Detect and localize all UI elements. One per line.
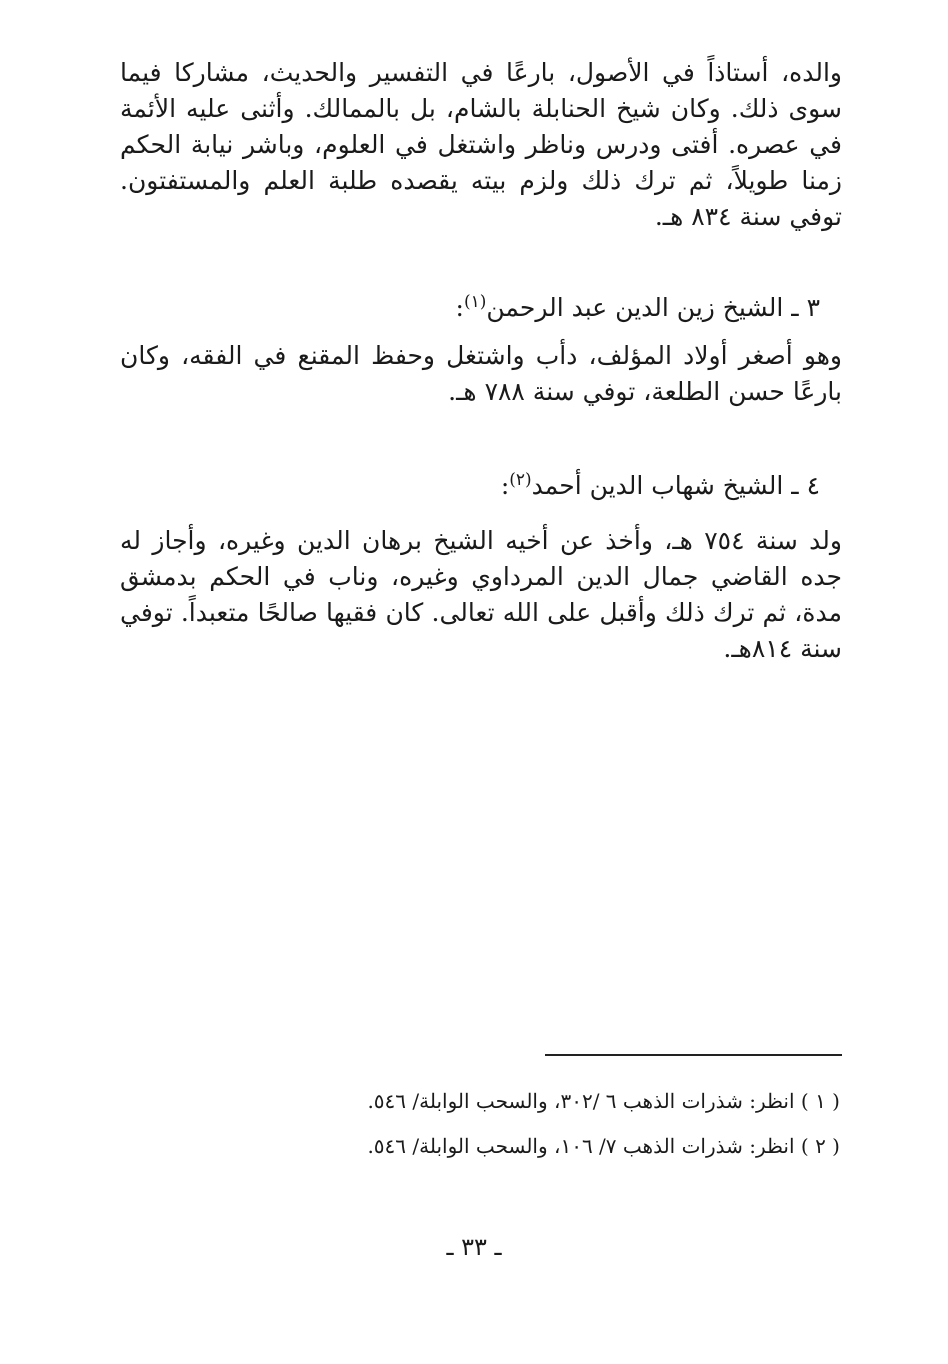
footnote-1: ( ١ ) انظر: شذرات الذهب ٦ /٣٠٢، والسحب الوابلة/ ٥٤٦.	[367, 1089, 840, 1113]
section-heading-ahmad	[501, 462, 820, 504]
section-heading-abd-al-rahman	[456, 284, 820, 326]
paragraph-intro-continuation: والده، أستاذاً في الأصول، بارعًا في التفسير والحديث، مشاركا فيما سوى ذلك. وكان شيخ الحنابلة بالشام، بل بالممالك. وأثنى عليه الأئمة في عصره. أفتى ودرس وناظر واشتغل في العلوم، وباشر نيابة الحكم زمنا طويلاً، ثم ترك ذلك ولزم بيته يقصده طلبة العلم والمستفتون. توفي سنة ٨٣٤ هـ.	[120, 58, 842, 231]
paragraph-ahmad: ولد سنة ٧٥٤ هـ، وأخذ عن أخيه الشيخ برهان الدين وغيره، وأجاز له جده القاضي جمال الدين المرداوي وغيره، وناب في الحكم بدمشق مدة، ثم ترك ذلك وأقبل على الله تعالى. كان فقيها صالحًا متعبداً. توفي سنة ٨١٤هـ.	[120, 526, 842, 663]
heading-colon: :	[455, 293, 464, 322]
heading-text: ٣ ـ الشيخ زين الدين عبد الرحمن	[486, 293, 820, 322]
footnote-separator	[545, 1054, 842, 1056]
paragraph-abd-al-rahman: وهو أصغر أولاد المؤلف، دأب واشتغل وحفظ المقنع في الفقه، وكان بارعًا حسن الطلعة، توفي سنة ٧٨٨ هـ.	[120, 341, 842, 406]
heading-text: ٤ ـ الشيخ شهاب الدين أحمد	[531, 471, 820, 500]
footnote-ref-2[interactable]: (٢)	[509, 470, 532, 490]
heading-colon: :	[500, 471, 510, 500]
page-number: ـ ٣٣ ـ	[446, 1233, 502, 1261]
footnote-2: ( ٢ ) انظر: شذرات الذهب ٧/ ١٠٦، والسحب الوابلة/ ٥٤٦.	[367, 1134, 840, 1158]
footnote-ref-1[interactable]: (١)	[463, 292, 487, 312]
